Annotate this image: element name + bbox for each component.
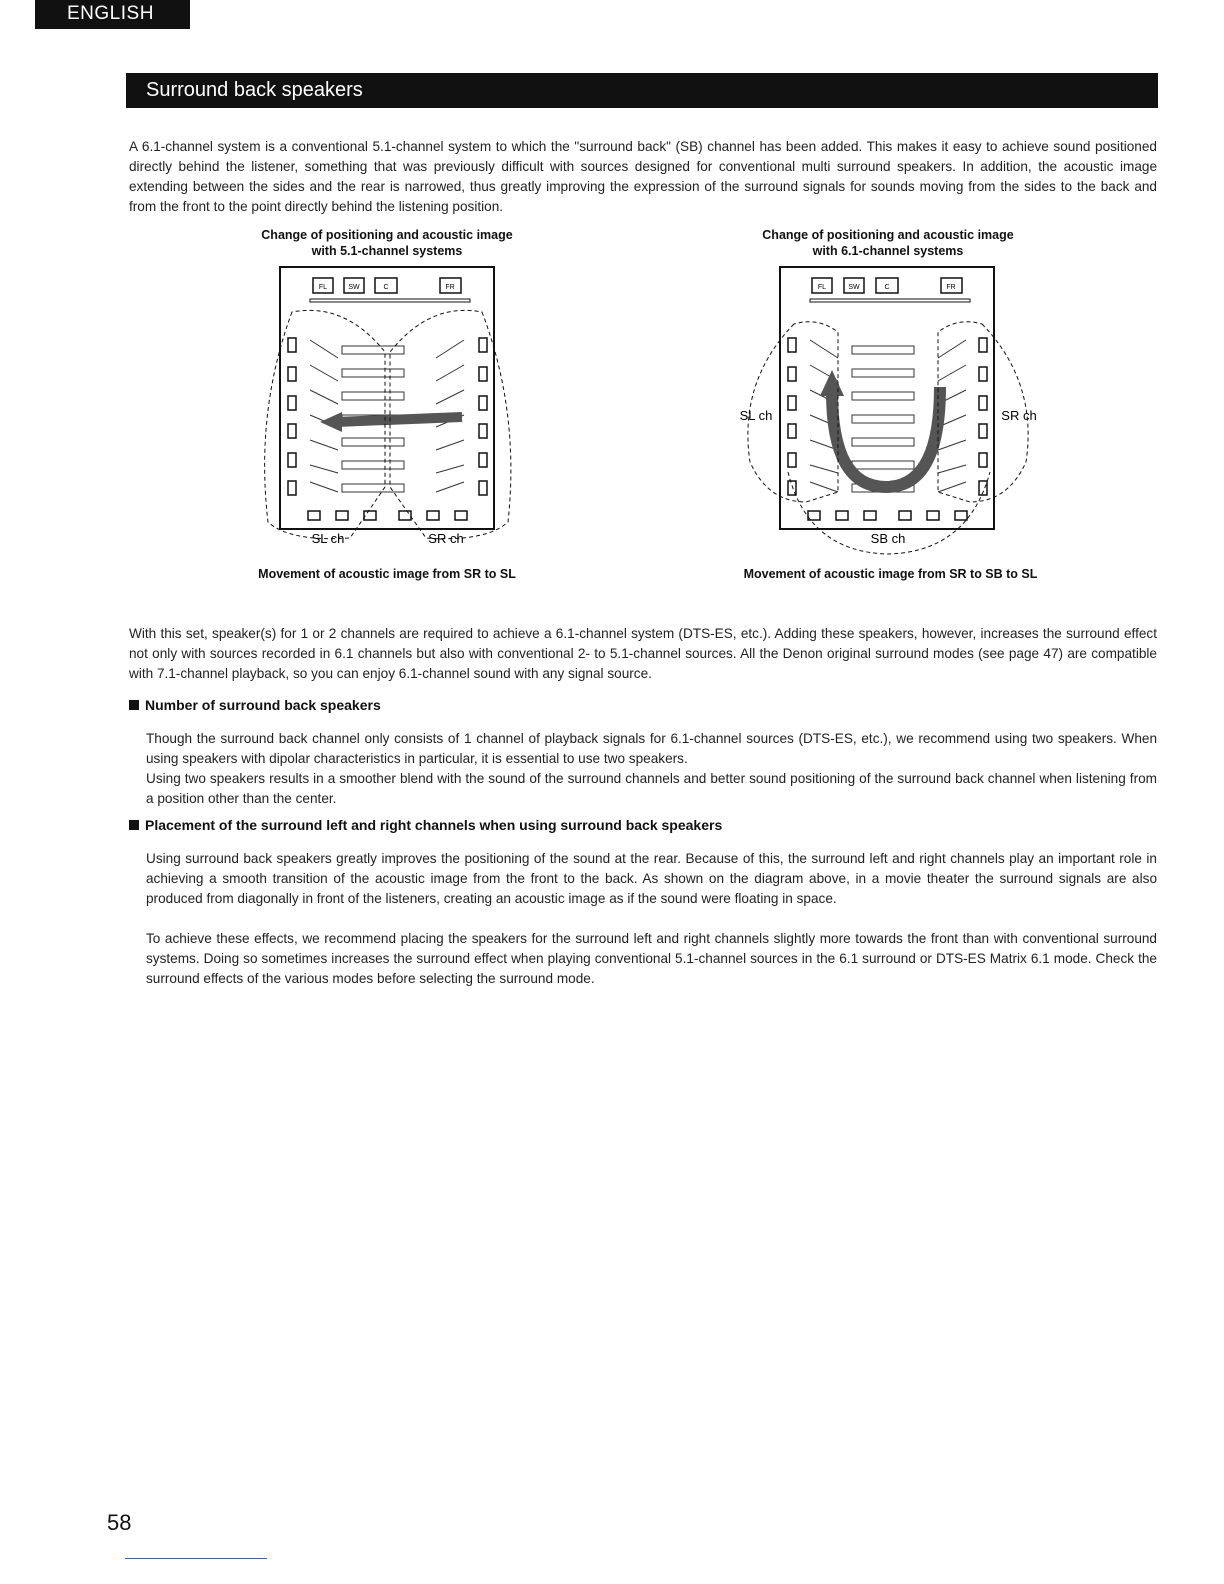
placement-heading bbox=[129, 815, 1157, 835]
front-speaker-fr bbox=[941, 278, 962, 293]
placement-heading-text: Placement of the surround left and right channels when using surround back speakers bbox=[145, 817, 723, 833]
room-outline bbox=[280, 267, 494, 529]
left-figure-caption bbox=[217, 227, 557, 259]
body-paragraph: With this set, speaker(s) for 1 or 2 channels are required to achieve a 6.1-channel system (DTS-ES, etc.). Adding these speakers, however, increases the surround effect not only with sources recorded in 6.1 channels but also with conventional 2- to 5.1-channel sources. All the Denon original surround modes (see page 47) are compatible with 7.1-channel playback, so you can enjoy 6.1-channel sound with any signal source. bbox=[129, 625, 1157, 681]
side-speakers-left bbox=[288, 338, 296, 495]
footer-divider bbox=[125, 1558, 267, 1559]
left-caption-line-2: with 5.1-channel systems bbox=[311, 244, 463, 258]
side-speakers-left bbox=[788, 338, 796, 495]
diagram-6-1-channel bbox=[728, 262, 1058, 562]
number-heading bbox=[129, 695, 1157, 715]
right-figure-caption bbox=[718, 227, 1058, 259]
front-speaker-sw bbox=[344, 278, 364, 293]
front-speaker-label: FR bbox=[946, 284, 956, 291]
placement-paragraph-2: To achieve these effects, we recommend placing the speakers for the surround left and right channels slightly more towards the front than with conventional surround systems. Doing so sometimes increases the surround effect when playing conventional 5.1-channel sources in the 6.1 surround or DTS-ES Matrix 6.1 mode. Check the surround effects of the various modes before selecting the surround mode. bbox=[146, 930, 1157, 986]
sl-label: SL ch bbox=[311, 531, 345, 546]
sr-label: SR ch bbox=[1001, 408, 1037, 423]
arrow-head bbox=[820, 370, 844, 396]
right-figure-subcaption: Movement of acoustic image from SR to SB to SL bbox=[743, 567, 1038, 581]
sr-label: SR ch bbox=[428, 531, 464, 546]
screen bbox=[310, 299, 470, 302]
right-caption-line-2: with 6.1-channel systems bbox=[812, 244, 964, 258]
number-heading-text: Number of surround back speakers bbox=[145, 697, 381, 713]
front-speaker-sw bbox=[844, 278, 864, 293]
front-speaker-fl bbox=[313, 278, 333, 293]
section-title: Surround back speakers bbox=[126, 73, 1158, 108]
intro-paragraph: A 6.1-channel system is a conventional 5.1-channel system to which the "surround back" (SB) channel has been added. This makes it easy to achieve sound positioned directly behind the listener, something that was previously difficult with sources designed for conventional multi surround speakers. In addition, the acoustic image extending between the sides and the rear is narrowed, thus greatly improving the expression of the surround signals for sounds moving from the sides to the back and from the front to the point directly behind the listening position. bbox=[129, 138, 1157, 214]
front-speaker-label: SW bbox=[848, 284, 860, 291]
left-figure-subcaption: Movement of acoustic image from SR to SL bbox=[258, 567, 516, 581]
diagram-5-1-channel bbox=[250, 262, 530, 562]
front-speaker-label: C bbox=[383, 284, 389, 291]
sr-zone bbox=[390, 310, 511, 538]
rear-speakers bbox=[308, 511, 467, 520]
acoustic-image-arrow bbox=[832, 387, 940, 487]
front-speaker-label: C bbox=[884, 284, 890, 291]
acoustic-image-arrow bbox=[336, 417, 462, 422]
number-paragraph-1: Though the surround back channel only consists of 1 channel of playback signals for 6.1-channel sources (DTS-ES, etc.), we recommend using two speakers. When using speakers with dipolar characteristics in particular, it is essential to use two speakers. bbox=[146, 730, 1157, 766]
front-speaker-c bbox=[876, 278, 898, 293]
placement-paragraph-1: Using surround back speakers greatly improves the positioning of the sound at the rear. Because of this, the surround left and right channels play an important role in achieving a smooth transition of the acoustic image from the front to the back. As shown on the diagram above, in a movie theater the surround signals are also produced from diagonally in front of the listeners, creating an acoustic image as if the sound were floating in space. bbox=[146, 850, 1157, 906]
sl-label: SL ch bbox=[739, 408, 773, 423]
front-speaker-label: FL bbox=[318, 284, 328, 291]
front-speaker-c bbox=[375, 278, 397, 293]
front-speaker-fr bbox=[440, 278, 461, 293]
left-caption-line-1: Change of positioning and acoustic image bbox=[261, 228, 513, 242]
front-speaker-label: SW bbox=[348, 284, 360, 291]
side-speakers-right bbox=[479, 338, 487, 495]
side-speakers-right bbox=[979, 338, 987, 495]
page-number: 58 bbox=[107, 1510, 132, 1535]
bullet-square-icon bbox=[129, 700, 139, 710]
arrow-head bbox=[320, 412, 342, 432]
right-caption-line-1: Change of positioning and acoustic image bbox=[762, 228, 1014, 242]
rear-speakers bbox=[808, 511, 967, 520]
screen bbox=[810, 299, 970, 302]
language-tab: ENGLISH bbox=[35, 0, 190, 29]
bullet-square-icon bbox=[129, 820, 139, 830]
number-paragraph-2: Using two speakers results in a smoother blend with the sound of the surround channels and better sound positioning of the surround back channel when listening from a position other than the center. bbox=[146, 770, 1157, 806]
front-speaker-label: FR bbox=[445, 284, 455, 291]
front-speaker-fl bbox=[812, 278, 832, 293]
sb-label: SB ch bbox=[870, 531, 906, 546]
front-speaker-label: FL bbox=[817, 284, 827, 291]
